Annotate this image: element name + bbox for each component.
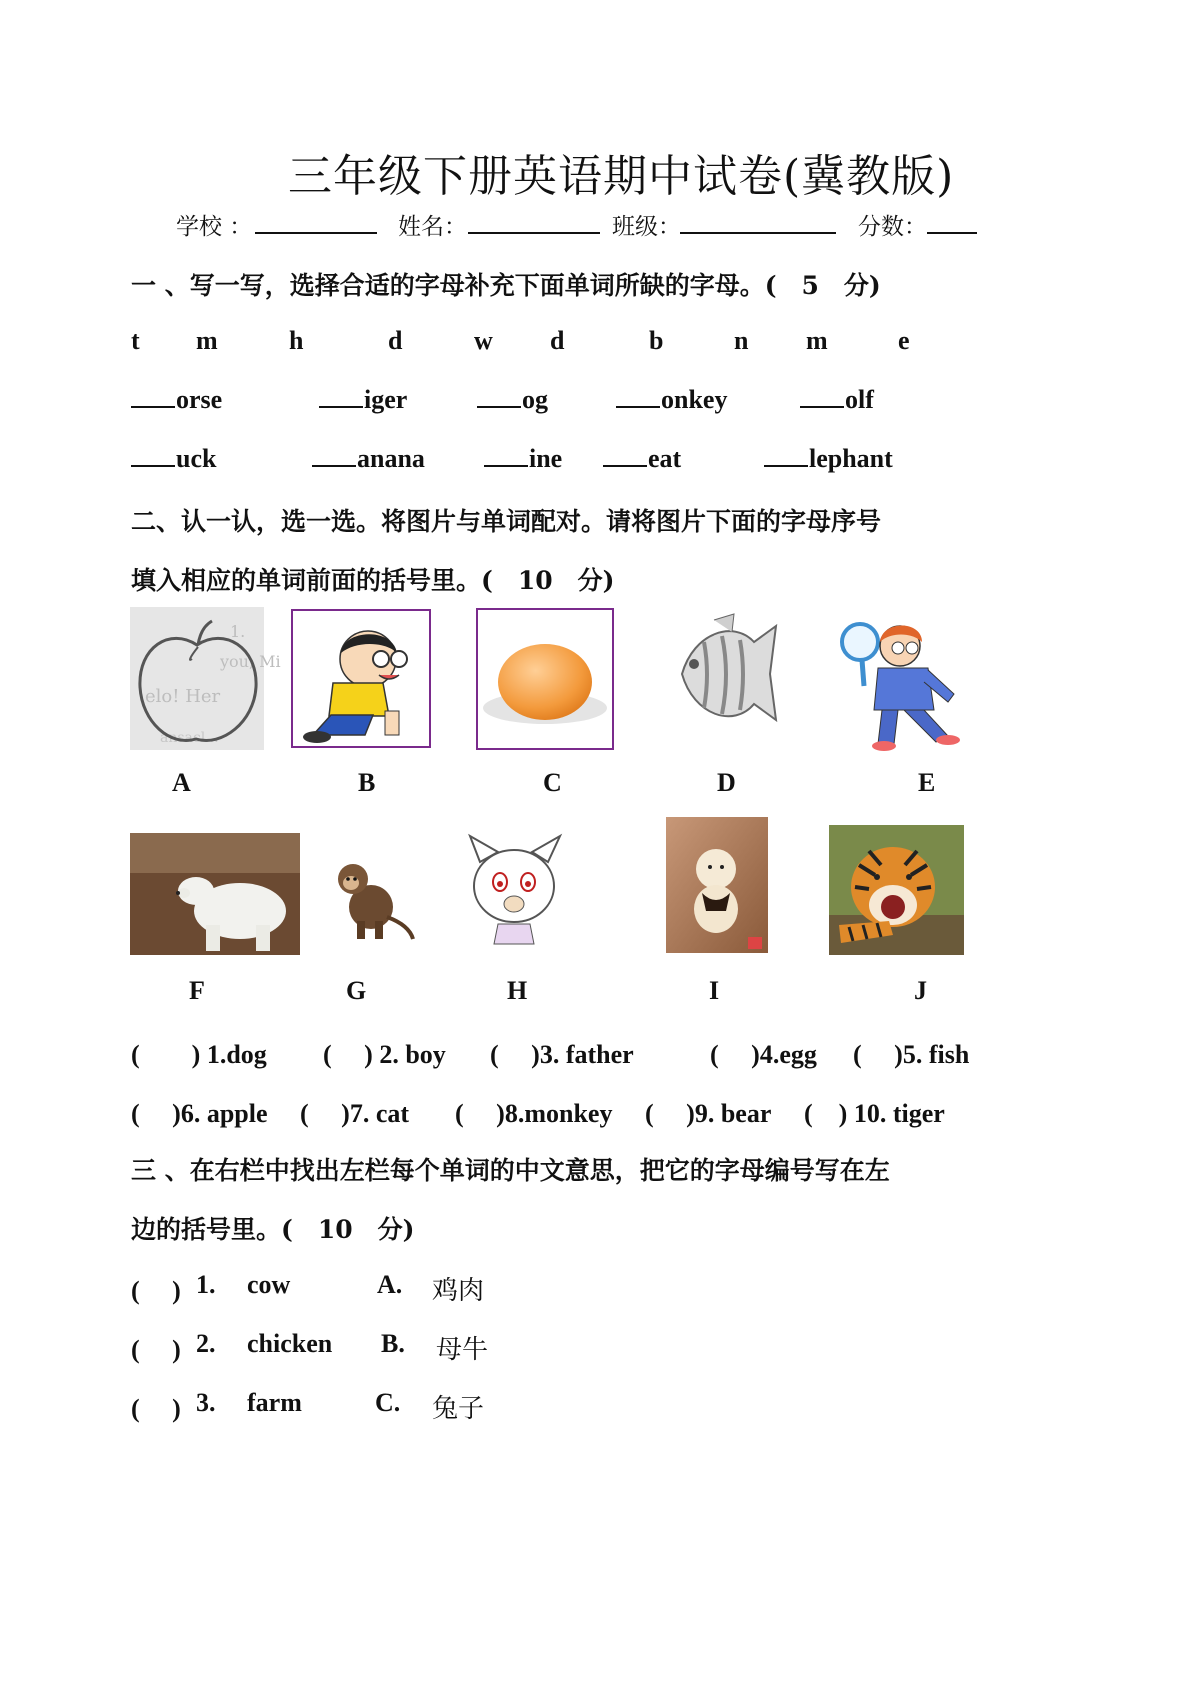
letter-item: t <box>131 326 140 355</box>
match-chinese: 兔子 <box>432 1394 485 1424</box>
page-title: 三年级下册英语期中试卷(冀教版) <box>288 151 955 202</box>
match-chinese: 母牛 <box>436 1335 489 1365</box>
answer-item[interactable]: ( )8.monkey <box>455 1099 613 1128</box>
score-blank[interactable] <box>927 210 977 234</box>
apple-sketch-picture <box>130 607 281 750</box>
answer-item[interactable]: ( )9. bear <box>645 1099 772 1128</box>
pic-label: B <box>358 768 376 797</box>
pic-label: A <box>172 768 191 797</box>
fill-word[interactable]: ine <box>484 444 562 474</box>
match-num: 3. <box>196 1388 216 1417</box>
letter-item: h <box>289 326 304 355</box>
class-blank[interactable] <box>680 210 836 234</box>
fill-word[interactable]: olf <box>800 385 874 415</box>
answer-item[interactable]: ( )7. cat <box>300 1099 410 1128</box>
match-chinese: 鸡肉 <box>432 1276 485 1306</box>
svg-text:1.: 1. <box>230 622 246 641</box>
fill-word[interactable]: anana <box>312 444 425 474</box>
pic-label: C <box>543 768 562 797</box>
cartoon-cat-picture <box>462 832 568 946</box>
father-with-magnifier-picture <box>838 620 968 752</box>
match-num: 2. <box>196 1329 216 1358</box>
match-word: chicken <box>247 1329 333 1358</box>
fill-word[interactable]: onkey <box>616 385 727 415</box>
match-paren[interactable]: ( ) <box>131 1335 181 1364</box>
info-score-label: 分数： <box>858 214 927 240</box>
letter-item: w <box>474 326 493 355</box>
answer-item[interactable]: ( )6. apple <box>131 1099 268 1128</box>
info-name-label: 姓名： <box>398 214 467 240</box>
fill-word[interactable]: eat <box>603 444 681 474</box>
section3-heading-line1: 三 、在右栏中找出左栏每个单词的中文意思，把它的字母编号写在左 <box>131 1156 890 1185</box>
answer-item[interactable]: ( ) 2. boy <box>323 1040 446 1069</box>
section2-heading-line1: 二、认一认，选一选。将图片与单词配对。请将图片下面的字母序号 <box>131 507 882 536</box>
fish-picture <box>674 612 780 736</box>
match-word: cow <box>247 1270 291 1299</box>
pic-label: J <box>914 976 927 1005</box>
egg-picture <box>476 608 614 750</box>
pic-label: H <box>507 976 528 1005</box>
letter-item: n <box>734 326 749 355</box>
poodle-dog-picture <box>666 817 768 953</box>
fill-word[interactable]: og <box>477 385 548 415</box>
letter-item: e <box>898 326 910 355</box>
section1-heading: 一 、写一写，选择合适的字母补充下面单词所缺的字母。( 5 分) <box>131 271 881 300</box>
match-num: 1. <box>196 1270 216 1299</box>
pic-label: E <box>918 768 936 797</box>
pic-label: F <box>189 976 205 1005</box>
svg-text:you, Mi: you, Mi <box>220 652 281 671</box>
fill-word[interactable]: lephant <box>764 444 893 474</box>
school-blank[interactable] <box>255 210 377 234</box>
polar-bear-picture <box>130 833 300 955</box>
answer-item[interactable]: ( ) 1.dog <box>131 1040 267 1069</box>
boy-crawling-picture <box>291 609 431 748</box>
letter-item: d <box>388 326 403 355</box>
letter-item: d <box>550 326 565 355</box>
answer-item[interactable]: ( )4.egg <box>710 1040 817 1069</box>
tiger-picture <box>829 825 964 955</box>
answer-item[interactable]: ( )3. father <box>490 1040 634 1069</box>
info-school-label: 学校 ： <box>176 214 253 240</box>
letter-item: m <box>196 326 218 355</box>
section3-heading-line2: 边的括号里。( 10 分) <box>131 1215 415 1244</box>
match-option: C. <box>375 1388 401 1417</box>
fill-word[interactable]: iger <box>319 385 407 415</box>
svg-text:ansacl...: ansacl... <box>160 730 219 746</box>
fill-word[interactable]: uck <box>131 444 216 474</box>
name-blank[interactable] <box>468 210 600 234</box>
fill-word[interactable]: orse <box>131 385 222 415</box>
pic-label: I <box>709 976 720 1005</box>
answer-item[interactable]: ( )5. fish <box>853 1040 970 1069</box>
letter-item: m <box>806 326 828 355</box>
answer-item[interactable]: ( ) 10. tiger <box>804 1099 945 1128</box>
letter-item: b <box>649 326 664 355</box>
match-paren[interactable]: ( ) <box>131 1394 181 1423</box>
monkey-picture <box>325 855 415 941</box>
info-class-label: 班级： <box>612 214 681 240</box>
match-option: B. <box>381 1329 405 1358</box>
pic-label: D <box>717 768 736 797</box>
svg-text:elo! Her: elo! Her <box>145 686 221 707</box>
section2-heading-line2: 填入相应的单词前面的括号里。( 10 分) <box>131 566 615 595</box>
match-paren[interactable]: ( ) <box>131 1276 181 1305</box>
match-option: A. <box>377 1270 403 1299</box>
pic-label: G <box>346 976 367 1005</box>
match-word: farm <box>247 1388 302 1417</box>
